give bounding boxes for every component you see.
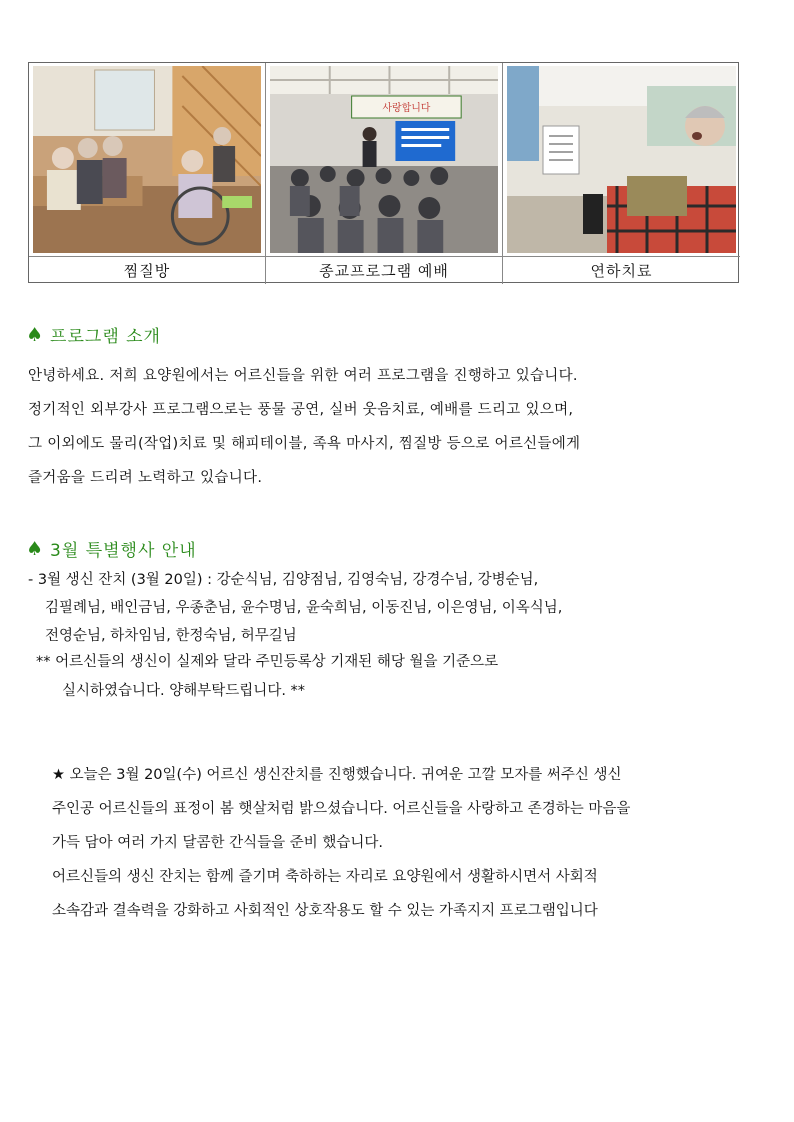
intro-line: 정기적인 외부강사 프로그램으로는 풍물 공연, 실버 웃음치료, 예배를 드리고 있으며, [28, 402, 574, 418]
story-line: 소속감과 결속력을 강화하고 사회적인 상호작용도 할 수 있는 가족지지 프로그램입니다 [52, 903, 598, 919]
event-note-line: ** 어르신들의 생신이 실제와 달라 주민등록상 기재된 해당 월을 기준으로 [36, 654, 499, 670]
birthday-story [52, 758, 630, 928]
spade-icon: ♠ [26, 323, 45, 346]
caption-sauna: 찜질방 [29, 256, 266, 284]
intro-heading [26, 322, 161, 347]
photo-table [28, 62, 739, 283]
caption-worship: 종교프로그램 예배 [266, 256, 503, 284]
event-line: 김필례님, 배인금님, 우종춘님, 윤수명님, 윤숙희님, 이동진님, 이은영님, 이옥식님, [45, 600, 563, 616]
photo-sauna [29, 63, 266, 256]
event-heading [26, 536, 197, 561]
intro-heading-text: 프로그램 소개 [50, 327, 161, 347]
event-note-line: 실시하였습니다. 양해부탁드립니다. ** [62, 683, 306, 699]
photo-worship [266, 63, 503, 256]
story-line: 가득 담아 여러 가지 달콤한 간식들을 준비 했습니다. [52, 835, 384, 851]
caption-swallowing-therapy: 연하치료 [503, 256, 740, 284]
intro-line: 그 이외에도 물리(작업)치료 및 해피테이블, 족욕 마사지, 찜질방 등으로 어르신들에게 [28, 436, 581, 452]
worship-banner: 사랑합니다 [382, 102, 431, 115]
spade-icon: ♠ [26, 537, 45, 560]
event-note [36, 648, 498, 706]
event-heading-text: 3월 특별행사 안내 [50, 541, 197, 561]
story-line: 어르신들의 생신 잔치는 함께 즐기며 축하하는 자리로 요양원에서 생활하시면서 사회적 [52, 869, 598, 885]
intro-line: 즐거움을 드리려 노력하고 있습니다. [28, 470, 263, 486]
story-line: ★ 오늘은 3월 20일(수) 어르신 생신잔치를 진행했습니다. 귀여운 고깔 모자를 써주신 생신 [52, 767, 622, 783]
intro-paragraph [28, 359, 580, 495]
intro-line: 안녕하세요. 저희 요양원에서는 어르신들을 위한 여러 프로그램을 진행하고 있습니다. [28, 368, 578, 384]
event-list [28, 566, 562, 650]
event-line: 전영순님, 하차임님, 한정숙님, 허무길님 [45, 628, 297, 644]
event-line: - 3월 생신 잔치 (3월 20일) : 강순식님, 김양점님, 김영숙님, 강경수님, 강병순님, [28, 572, 539, 588]
story-line: 주인공 어르신들의 표정이 봄 햇살처럼 밝으셨습니다. 어르신들을 사랑하고 존경하는 마음을 [52, 801, 631, 817]
photo-swallowing-therapy [503, 63, 740, 256]
